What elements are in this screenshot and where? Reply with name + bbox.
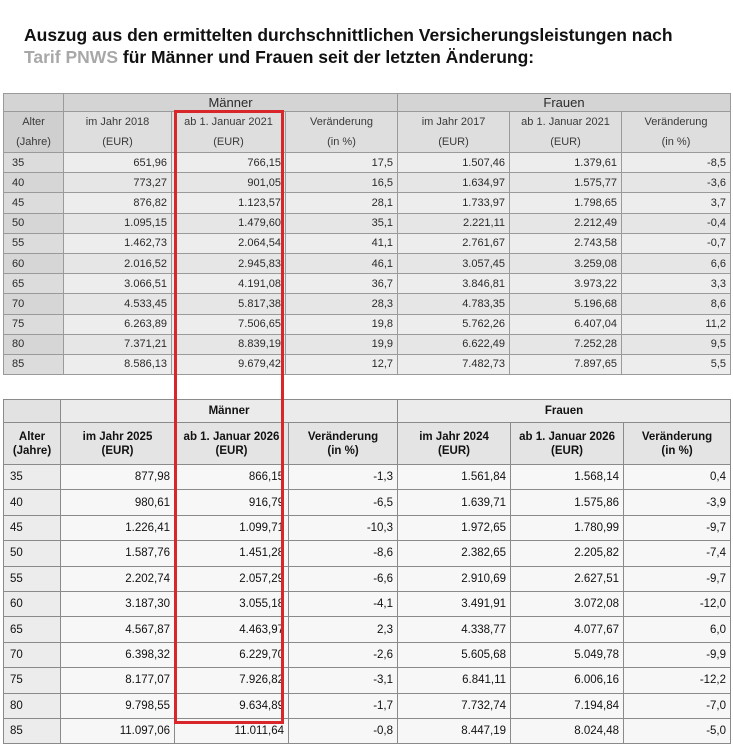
value-cell: 3.846,81 xyxy=(398,274,510,294)
table-row xyxy=(4,213,731,233)
value-cell: -3,1 xyxy=(289,668,398,693)
column-header: im Jahr 2017 (EUR) xyxy=(398,112,510,153)
value-cell: -7,4 xyxy=(624,541,731,566)
value-cell: -6,6 xyxy=(289,566,398,591)
value-cell: -1,3 xyxy=(289,465,398,490)
value-cell: 4.463,97 xyxy=(175,617,289,642)
value-cell: 4.533,45 xyxy=(64,294,172,314)
value-cell: 1.379,61 xyxy=(510,153,622,173)
age-cell: 85 xyxy=(4,718,61,743)
value-cell: 6,0 xyxy=(624,617,731,642)
value-cell: 11,2 xyxy=(622,314,731,334)
value-cell: 3,3 xyxy=(622,274,731,294)
value-cell: 8.447,19 xyxy=(398,718,511,743)
value-cell: 2,3 xyxy=(289,617,398,642)
value-cell: -8,5 xyxy=(622,153,731,173)
value-cell: 5.196,68 xyxy=(510,294,622,314)
value-cell: 1.568,14 xyxy=(511,465,624,490)
group-frauen: Frauen xyxy=(398,400,731,423)
value-cell: 3.057,45 xyxy=(398,253,510,273)
table-row xyxy=(4,566,731,591)
value-cell: 16,5 xyxy=(286,173,398,193)
value-cell: -1,7 xyxy=(289,693,398,718)
table-row xyxy=(4,153,731,173)
age-cell: 80 xyxy=(4,693,61,718)
age-cell: 65 xyxy=(4,617,61,642)
value-cell: 2.057,29 xyxy=(175,566,289,591)
table-row xyxy=(4,465,731,490)
column-header: im Jahr 2018 (EUR) xyxy=(64,112,172,153)
table-row xyxy=(4,718,731,743)
table-row xyxy=(4,515,731,540)
value-cell: 11.097,06 xyxy=(61,718,175,743)
table-row xyxy=(4,490,731,515)
benefits-table-new xyxy=(3,399,731,744)
value-cell: 6.407,04 xyxy=(510,314,622,334)
table-row xyxy=(4,334,731,354)
age-cell: 80 xyxy=(4,334,64,354)
value-cell: 1.123,57 xyxy=(172,193,286,213)
value-cell: -9,7 xyxy=(624,566,731,591)
value-cell: 4.338,77 xyxy=(398,617,511,642)
group-header-row xyxy=(4,94,731,112)
column-header: ab 1. Januar 2026 (EUR) xyxy=(511,423,624,465)
column-header: ab 1. Januar 2026 (EUR) xyxy=(175,423,289,465)
value-cell: 2.627,51 xyxy=(511,566,624,591)
value-cell: 8.839,19 xyxy=(172,334,286,354)
table-row xyxy=(4,693,731,718)
column-header-alter: Alter (Jahre) xyxy=(4,112,64,153)
column-header: Veränderung (in %) xyxy=(286,112,398,153)
column-header: im Jahr 2025 (EUR) xyxy=(61,423,175,465)
value-cell: -9,7 xyxy=(624,515,731,540)
value-cell: 41,1 xyxy=(286,233,398,253)
value-cell: 7.506,65 xyxy=(172,314,286,334)
value-cell: 1.972,65 xyxy=(398,515,511,540)
value-cell: 1.733,97 xyxy=(398,193,510,213)
age-cell: 55 xyxy=(4,566,61,591)
value-cell: 6.006,16 xyxy=(511,668,624,693)
column-header-row xyxy=(4,423,731,465)
value-cell: 877,98 xyxy=(61,465,175,490)
table-row xyxy=(4,314,731,334)
value-cell: 651,96 xyxy=(64,153,172,173)
column-header: ab 1. Januar 2021 (EUR) xyxy=(172,112,286,153)
value-cell: 7.926,82 xyxy=(175,668,289,693)
age-cell: 40 xyxy=(4,173,64,193)
column-header: im Jahr 2024 (EUR) xyxy=(398,423,511,465)
value-cell: 6.229,70 xyxy=(175,642,289,667)
age-cell: 50 xyxy=(4,213,64,233)
value-cell: 7.482,73 xyxy=(398,354,510,374)
value-cell: 3.072,08 xyxy=(511,591,624,616)
age-cell: 75 xyxy=(4,668,61,693)
value-cell: 4.077,67 xyxy=(511,617,624,642)
value-cell: 6.398,32 xyxy=(61,642,175,667)
value-cell: 3.187,30 xyxy=(61,591,175,616)
value-cell: -0,8 xyxy=(289,718,398,743)
value-cell: -0,4 xyxy=(622,213,731,233)
value-cell: 1.561,84 xyxy=(398,465,511,490)
title-rest: für Männer und Frauen seit der letzten Änderung: xyxy=(118,47,535,67)
age-cell: 75 xyxy=(4,314,64,334)
value-cell: 2.945,83 xyxy=(172,253,286,273)
value-cell: 1.479,60 xyxy=(172,213,286,233)
value-cell: 2.212,49 xyxy=(510,213,622,233)
value-cell: 2.743,58 xyxy=(510,233,622,253)
value-cell: 1.634,97 xyxy=(398,173,510,193)
value-cell: 35,1 xyxy=(286,213,398,233)
age-cell: 60 xyxy=(4,253,64,273)
table-body xyxy=(4,153,731,375)
age-cell: 45 xyxy=(4,515,61,540)
value-cell: 17,5 xyxy=(286,153,398,173)
value-cell: 9.679,42 xyxy=(172,354,286,374)
column-header: Veränderung (in %) xyxy=(289,423,398,465)
value-cell: 1.226,41 xyxy=(61,515,175,540)
value-cell: 0,4 xyxy=(624,465,731,490)
value-cell: 7.732,74 xyxy=(398,693,511,718)
age-cell: 45 xyxy=(4,193,64,213)
document-title xyxy=(24,24,724,68)
value-cell: -0,7 xyxy=(622,233,731,253)
value-cell: 773,27 xyxy=(64,173,172,193)
table-row xyxy=(4,193,731,213)
value-cell: 6.622,49 xyxy=(398,334,510,354)
group-blank-cell xyxy=(4,400,61,423)
column-header-row xyxy=(4,112,731,153)
value-cell: 28,3 xyxy=(286,294,398,314)
value-cell: -3,9 xyxy=(624,490,731,515)
value-cell: -5,0 xyxy=(624,718,731,743)
value-cell: 766,15 xyxy=(172,153,286,173)
group-header-row xyxy=(4,400,731,423)
value-cell: 1.575,77 xyxy=(510,173,622,193)
table-row xyxy=(4,591,731,616)
value-cell: 1.462,73 xyxy=(64,233,172,253)
value-cell: 3,7 xyxy=(622,193,731,213)
age-cell: 85 xyxy=(4,354,64,374)
tarif-name: Tarif PNWS xyxy=(24,47,118,67)
value-cell: -10,3 xyxy=(289,515,398,540)
table-row xyxy=(4,642,731,667)
benefits-table-old xyxy=(3,93,731,375)
value-cell: 4.567,87 xyxy=(61,617,175,642)
value-cell: 1.095,15 xyxy=(64,213,172,233)
value-cell: 3.259,08 xyxy=(510,253,622,273)
value-cell: 9.798,55 xyxy=(61,693,175,718)
value-cell: 6,6 xyxy=(622,253,731,273)
value-cell: 2.016,52 xyxy=(64,253,172,273)
value-cell: 3.055,18 xyxy=(175,591,289,616)
value-cell: -8,6 xyxy=(289,541,398,566)
title-line: Auszug aus den ermittelten durchschnittlichen Versicherungsleistungen nach xyxy=(24,25,673,45)
value-cell: -6,5 xyxy=(289,490,398,515)
value-cell: 2.761,67 xyxy=(398,233,510,253)
value-cell: 4.783,35 xyxy=(398,294,510,314)
table-body xyxy=(4,465,731,744)
table-row xyxy=(4,253,731,273)
value-cell: 6.263,89 xyxy=(64,314,172,334)
value-cell: 901,05 xyxy=(172,173,286,193)
value-cell: 8.024,48 xyxy=(511,718,624,743)
age-cell: 60 xyxy=(4,591,61,616)
value-cell: -2,6 xyxy=(289,642,398,667)
value-cell: 2.202,74 xyxy=(61,566,175,591)
value-cell: 36,7 xyxy=(286,274,398,294)
value-cell: 2.382,65 xyxy=(398,541,511,566)
value-cell: 8.177,07 xyxy=(61,668,175,693)
age-cell: 50 xyxy=(4,541,61,566)
value-cell: 19,8 xyxy=(286,314,398,334)
value-cell: 1.099,71 xyxy=(175,515,289,540)
group-maenner: Männer xyxy=(64,94,398,112)
value-cell: 1.507,46 xyxy=(398,153,510,173)
value-cell: 2.205,82 xyxy=(511,541,624,566)
column-header: ab 1. Januar 2021 (EUR) xyxy=(510,112,622,153)
value-cell: 5.605,68 xyxy=(398,642,511,667)
table-row xyxy=(4,668,731,693)
value-cell: 1.451,28 xyxy=(175,541,289,566)
value-cell: 3.066,51 xyxy=(64,274,172,294)
column-header: Veränderung (in %) xyxy=(622,112,731,153)
group-blank-cell xyxy=(4,94,64,112)
table-row xyxy=(4,354,731,374)
value-cell: -7,0 xyxy=(624,693,731,718)
group-maenner: Männer xyxy=(61,400,398,423)
value-cell: 3.973,22 xyxy=(510,274,622,294)
value-cell: 19,9 xyxy=(286,334,398,354)
value-cell: 4.191,08 xyxy=(172,274,286,294)
value-cell: 8.586,13 xyxy=(64,354,172,374)
value-cell: 7.252,28 xyxy=(510,334,622,354)
value-cell: 1.780,99 xyxy=(511,515,624,540)
age-cell: 55 xyxy=(4,233,64,253)
age-cell: 40 xyxy=(4,490,61,515)
value-cell: 5.762,26 xyxy=(398,314,510,334)
value-cell: 9.634,89 xyxy=(175,693,289,718)
age-cell: 70 xyxy=(4,294,64,314)
value-cell: 2.221,11 xyxy=(398,213,510,233)
value-cell: 5.817,38 xyxy=(172,294,286,314)
table-row xyxy=(4,617,731,642)
column-header: Veränderung (in %) xyxy=(624,423,731,465)
value-cell: 12,7 xyxy=(286,354,398,374)
age-cell: 35 xyxy=(4,153,64,173)
value-cell: 7.194,84 xyxy=(511,693,624,718)
table-row xyxy=(4,294,731,314)
value-cell: 866,15 xyxy=(175,465,289,490)
value-cell: 9,5 xyxy=(622,334,731,354)
value-cell: 3.491,91 xyxy=(398,591,511,616)
age-cell: 70 xyxy=(4,642,61,667)
table-row xyxy=(4,274,731,294)
value-cell: -4,1 xyxy=(289,591,398,616)
value-cell: 876,82 xyxy=(64,193,172,213)
value-cell: 5.049,78 xyxy=(511,642,624,667)
table-row xyxy=(4,541,731,566)
value-cell: -12,0 xyxy=(624,591,731,616)
value-cell: 1.639,71 xyxy=(398,490,511,515)
value-cell: -12,2 xyxy=(624,668,731,693)
value-cell: 11.011,64 xyxy=(175,718,289,743)
value-cell: 7.371,21 xyxy=(64,334,172,354)
group-frauen: Frauen xyxy=(398,94,731,112)
value-cell: 1.587,76 xyxy=(61,541,175,566)
value-cell: 46,1 xyxy=(286,253,398,273)
value-cell: 916,79 xyxy=(175,490,289,515)
value-cell: -3,6 xyxy=(622,173,731,193)
value-cell: 2.910,69 xyxy=(398,566,511,591)
value-cell: 1.798,65 xyxy=(510,193,622,213)
value-cell: 5,5 xyxy=(622,354,731,374)
age-cell: 35 xyxy=(4,465,61,490)
value-cell: 7.897,65 xyxy=(510,354,622,374)
column-header-alter: Alter (Jahre) xyxy=(4,423,61,465)
table-row xyxy=(4,173,731,193)
value-cell: 6.841,11 xyxy=(398,668,511,693)
value-cell: 8,6 xyxy=(622,294,731,314)
age-cell: 65 xyxy=(4,274,64,294)
value-cell: 2.064,54 xyxy=(172,233,286,253)
table-row xyxy=(4,233,731,253)
value-cell: 28,1 xyxy=(286,193,398,213)
value-cell: 1.575,86 xyxy=(511,490,624,515)
value-cell: -9,9 xyxy=(624,642,731,667)
value-cell: 980,61 xyxy=(61,490,175,515)
